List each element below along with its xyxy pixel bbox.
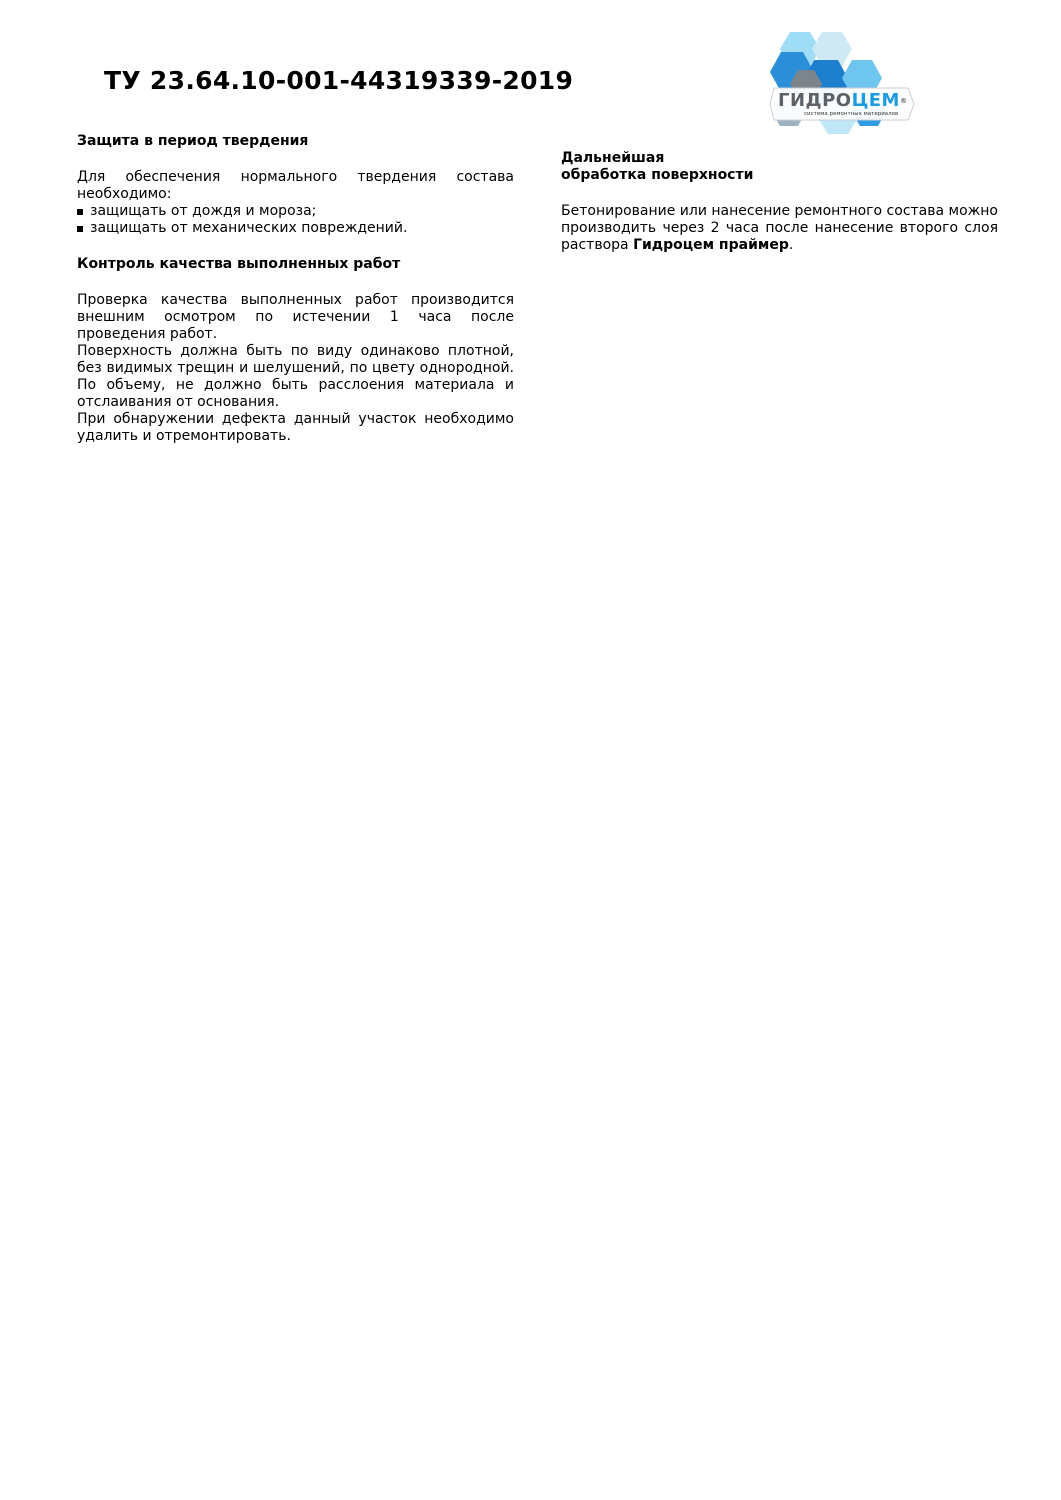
further-text: Бетонирование или нанесение ремонтного состава можно производить через 2 часа после нанесение второго слоя раствора — [561, 203, 998, 253]
quality-paragraph-1: Проверка качества выполненных работ производится внешним осмотром по истечении 1 часа после проведения работ. — [77, 292, 514, 342]
further-text-end: . — [788, 237, 794, 253]
quality-paragraph-3: При обнаружении дефекта данный участок необходимо удалить и отремонтировать. — [77, 411, 514, 444]
quality-paragraph-2: Поверхность должна быть по виду одинаково плотной, без видимых трещин и шелушений, по цвету однородной. По объему, не должно быть расслоения материала и отслаивания от основания. — [77, 343, 514, 410]
list-item: защищать от дождя и мороза; — [77, 203, 514, 220]
further-treatment-paragraph — [561, 203, 998, 254]
section-heading-quality-control: Контроль качества выполненных работ — [77, 256, 401, 272]
gidrocem-logo — [768, 30, 918, 134]
curing-intro-line2: необходимо: — [77, 186, 172, 202]
section-heading-curing-protection: Защита в период твердения — [77, 133, 309, 149]
logo-tagline: система ремонтных материалов — [804, 111, 899, 117]
section-heading-further-line1: Дальнейшая — [561, 150, 665, 166]
list-item: защищать от механических повреждений. — [77, 220, 514, 237]
left-column — [77, 133, 514, 445]
section-heading-further-line2: обработка поверхности — [561, 167, 754, 183]
curing-bullet-list — [77, 203, 514, 237]
curing-intro-line1: Для обеспечения нормального твердения состава — [77, 169, 514, 185]
logo-brand-name: ГИДРОЦЕМ® — [778, 90, 908, 111]
hexagon-logo-icon — [768, 30, 918, 134]
product-name-bold: Гидроцем праймер — [633, 237, 789, 253]
right-column — [561, 150, 998, 254]
document-code-title: ТУ 23.64.10-001-44319339-2019 — [104, 66, 574, 95]
